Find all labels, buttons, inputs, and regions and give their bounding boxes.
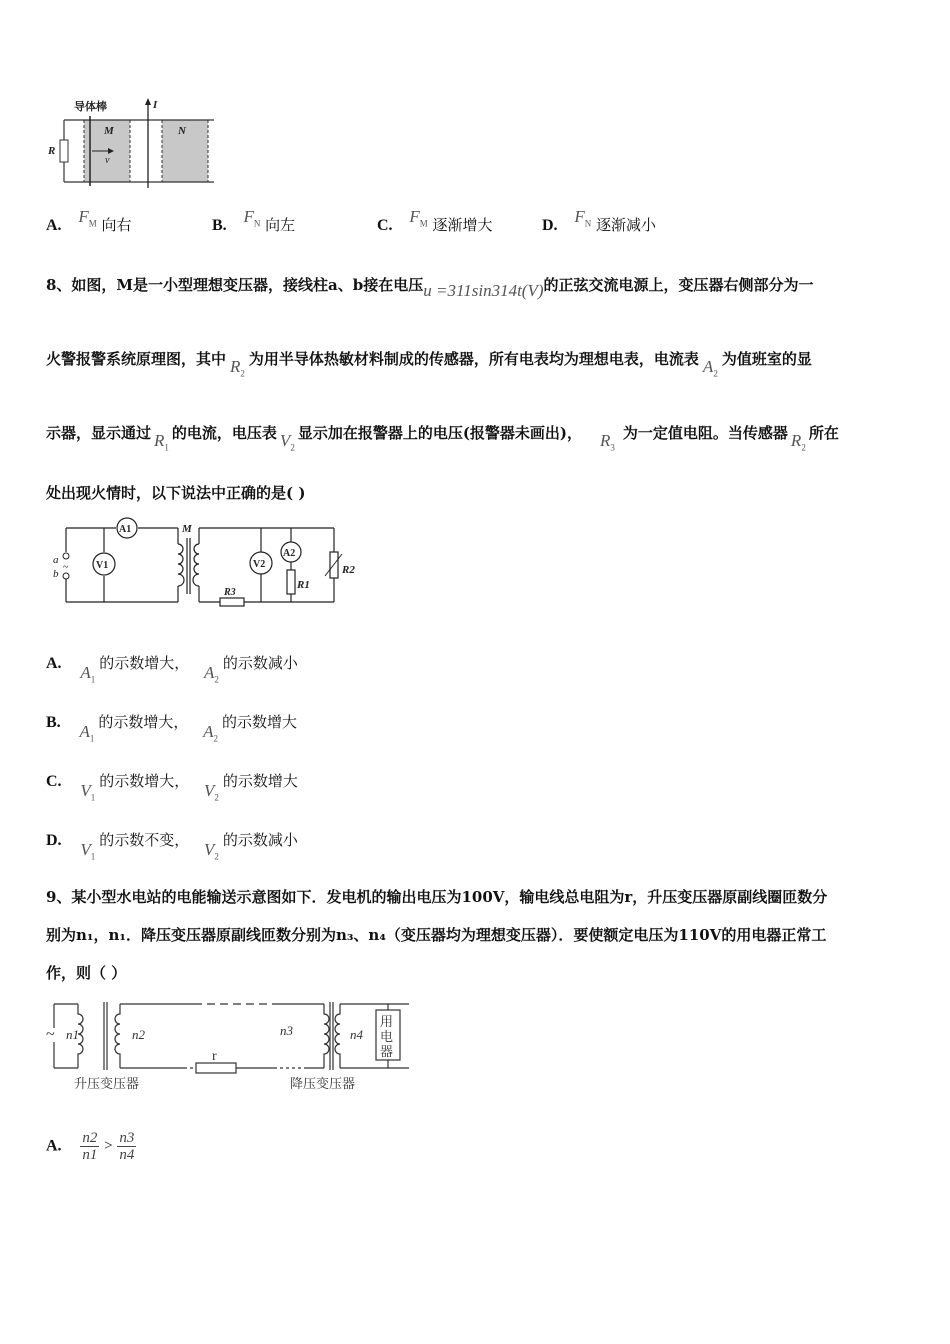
q8-formula: u =311sin314t(V) — [423, 281, 544, 300]
symbol-A2: $A_2$ — [702, 357, 718, 379]
q7-option-d[interactable]: D. $F_N$ 逐渐减小 — [542, 207, 657, 234]
q9-line-1: 9、某小型水电站的电能输送示意图如下．发电机的输出电压为100V，输电线总电阻为r，升压变压器原副线圈匝数分 — [46, 888, 828, 906]
label-a: a — [53, 554, 59, 566]
resistor-R3 — [220, 598, 244, 606]
fraction-n2-n1: $\frac{n2}{n1}$ — [82, 1130, 98, 1163]
q9-line-3: 作，则（ ） — [46, 964, 127, 982]
symbol-F: $F_M$ — [78, 207, 97, 229]
symbol-R2: $R_2$ — [230, 357, 245, 379]
label-n3: n3 — [280, 1023, 293, 1038]
q9-option-a[interactable]: A. $\frac{n2}{n1}$ > $\frac{n3}{n4}$ — [46, 1130, 135, 1163]
resistor-R — [60, 140, 68, 162]
q8-line-1: 8、如图，M是一小型理想变压器，接线柱a、b接在电压u =311sin314t(V)的正弦交流电源上，变压器右侧部分为一 — [46, 276, 814, 300]
line-resistor-r — [196, 1063, 236, 1073]
symbol-V2: $V_2$ — [279, 431, 295, 453]
q9-transmission-figure — [44, 998, 414, 1096]
ac-tilde: ~ — [63, 562, 69, 573]
svg-text:R2: R2 — [342, 564, 355, 576]
label-N: N — [178, 125, 186, 137]
q8-circuit-figure — [44, 516, 364, 608]
terminal-b — [63, 573, 69, 579]
fraction-n3-n4: $\frac{n3}{n4}$ — [119, 1130, 135, 1163]
label-r: r — [212, 1049, 217, 1064]
label-step-up: 升压变压器 — [74, 1076, 140, 1091]
symbol-F: $F_M$ — [409, 207, 428, 229]
label-rod: 导体棒 — [74, 101, 107, 113]
svg-text:V1: V1 — [96, 560, 109, 571]
symbol-R1: $R_1$ — [154, 431, 169, 453]
label-v: v — [105, 155, 110, 166]
svg-text:电: 电 — [380, 1029, 394, 1044]
symbol-R2: $R_2$ — [790, 431, 806, 453]
q7-option-b[interactable]: B. $F_N$ 向左 — [212, 207, 296, 234]
svg-text:R3: R3 — [224, 587, 236, 598]
q8-option-c[interactable]: C. $V_1$的示数增大， $V_2$的示数增大 — [46, 772, 298, 803]
label-M: M — [104, 125, 114, 137]
symbol-R3: $R_3$ — [600, 431, 615, 453]
q7-figure — [44, 96, 224, 192]
label-n4: n4 — [350, 1027, 363, 1042]
label-M: M — [182, 523, 192, 535]
resistor-R1 — [287, 570, 295, 594]
q9-line-2: 别为n₁，n₁．降压变压器原副线匝数分别为n₃、n₄（变压器均为理想变压器）．要使额定电压为110V的用电器正常工 — [46, 926, 827, 944]
label-R: R — [48, 145, 56, 157]
label-step-down: 降压变压器 — [290, 1076, 356, 1091]
svg-text:V2: V2 — [253, 559, 266, 570]
q7-option-c[interactable]: C. $F_M$ 逐渐增大 — [377, 207, 493, 234]
svg-text:A2: A2 — [283, 548, 296, 559]
ac-source-icon: ~ — [46, 1026, 55, 1043]
symbol-F: $F_N$ — [243, 207, 261, 229]
q8-option-a[interactable]: A. $A_1$的示数增大， $A_2$的示数减小 — [46, 654, 298, 685]
q8-line-4: 处出现火情时，以下说法中正确的是( ) — [46, 484, 306, 502]
load-label: 用 — [380, 1014, 394, 1029]
q7-option-a[interactable]: A. $F_M$ 向右 — [46, 207, 132, 234]
q8-option-d[interactable]: D. $V_1$的示数不变， $V_2$的示数减小 — [46, 831, 298, 862]
label-b: b — [53, 568, 59, 580]
svg-text:R1: R1 — [297, 579, 310, 591]
label-n1: n1 — [66, 1027, 79, 1042]
svg-text:器: 器 — [380, 1044, 394, 1059]
current-arrow — [145, 98, 151, 105]
terminal-a — [63, 553, 69, 559]
label-n2: n2 — [132, 1027, 145, 1042]
q8-option-b[interactable]: B. $A_1$的示数增大， $A_2$的示数增大 — [46, 713, 298, 744]
symbol-F: $F_N$ — [574, 207, 592, 229]
q8-line-3: 示器，显示通过 $R_1$的电流，电压表 $V_2$显示加在报警器上的电压(报警器未画出)， $R_3$为一定值电阻。当传感器 $R_2$所在 — [46, 424, 839, 453]
q8-line-2: 火警报警系统原理图，其中 $R_2$为用半导体热敏材料制成的传感器，所有电表均为理想电表，电流表 $A_2$为值班室的显 — [46, 350, 812, 379]
svg-text:A1: A1 — [119, 524, 132, 535]
label-I: I — [153, 99, 158, 111]
